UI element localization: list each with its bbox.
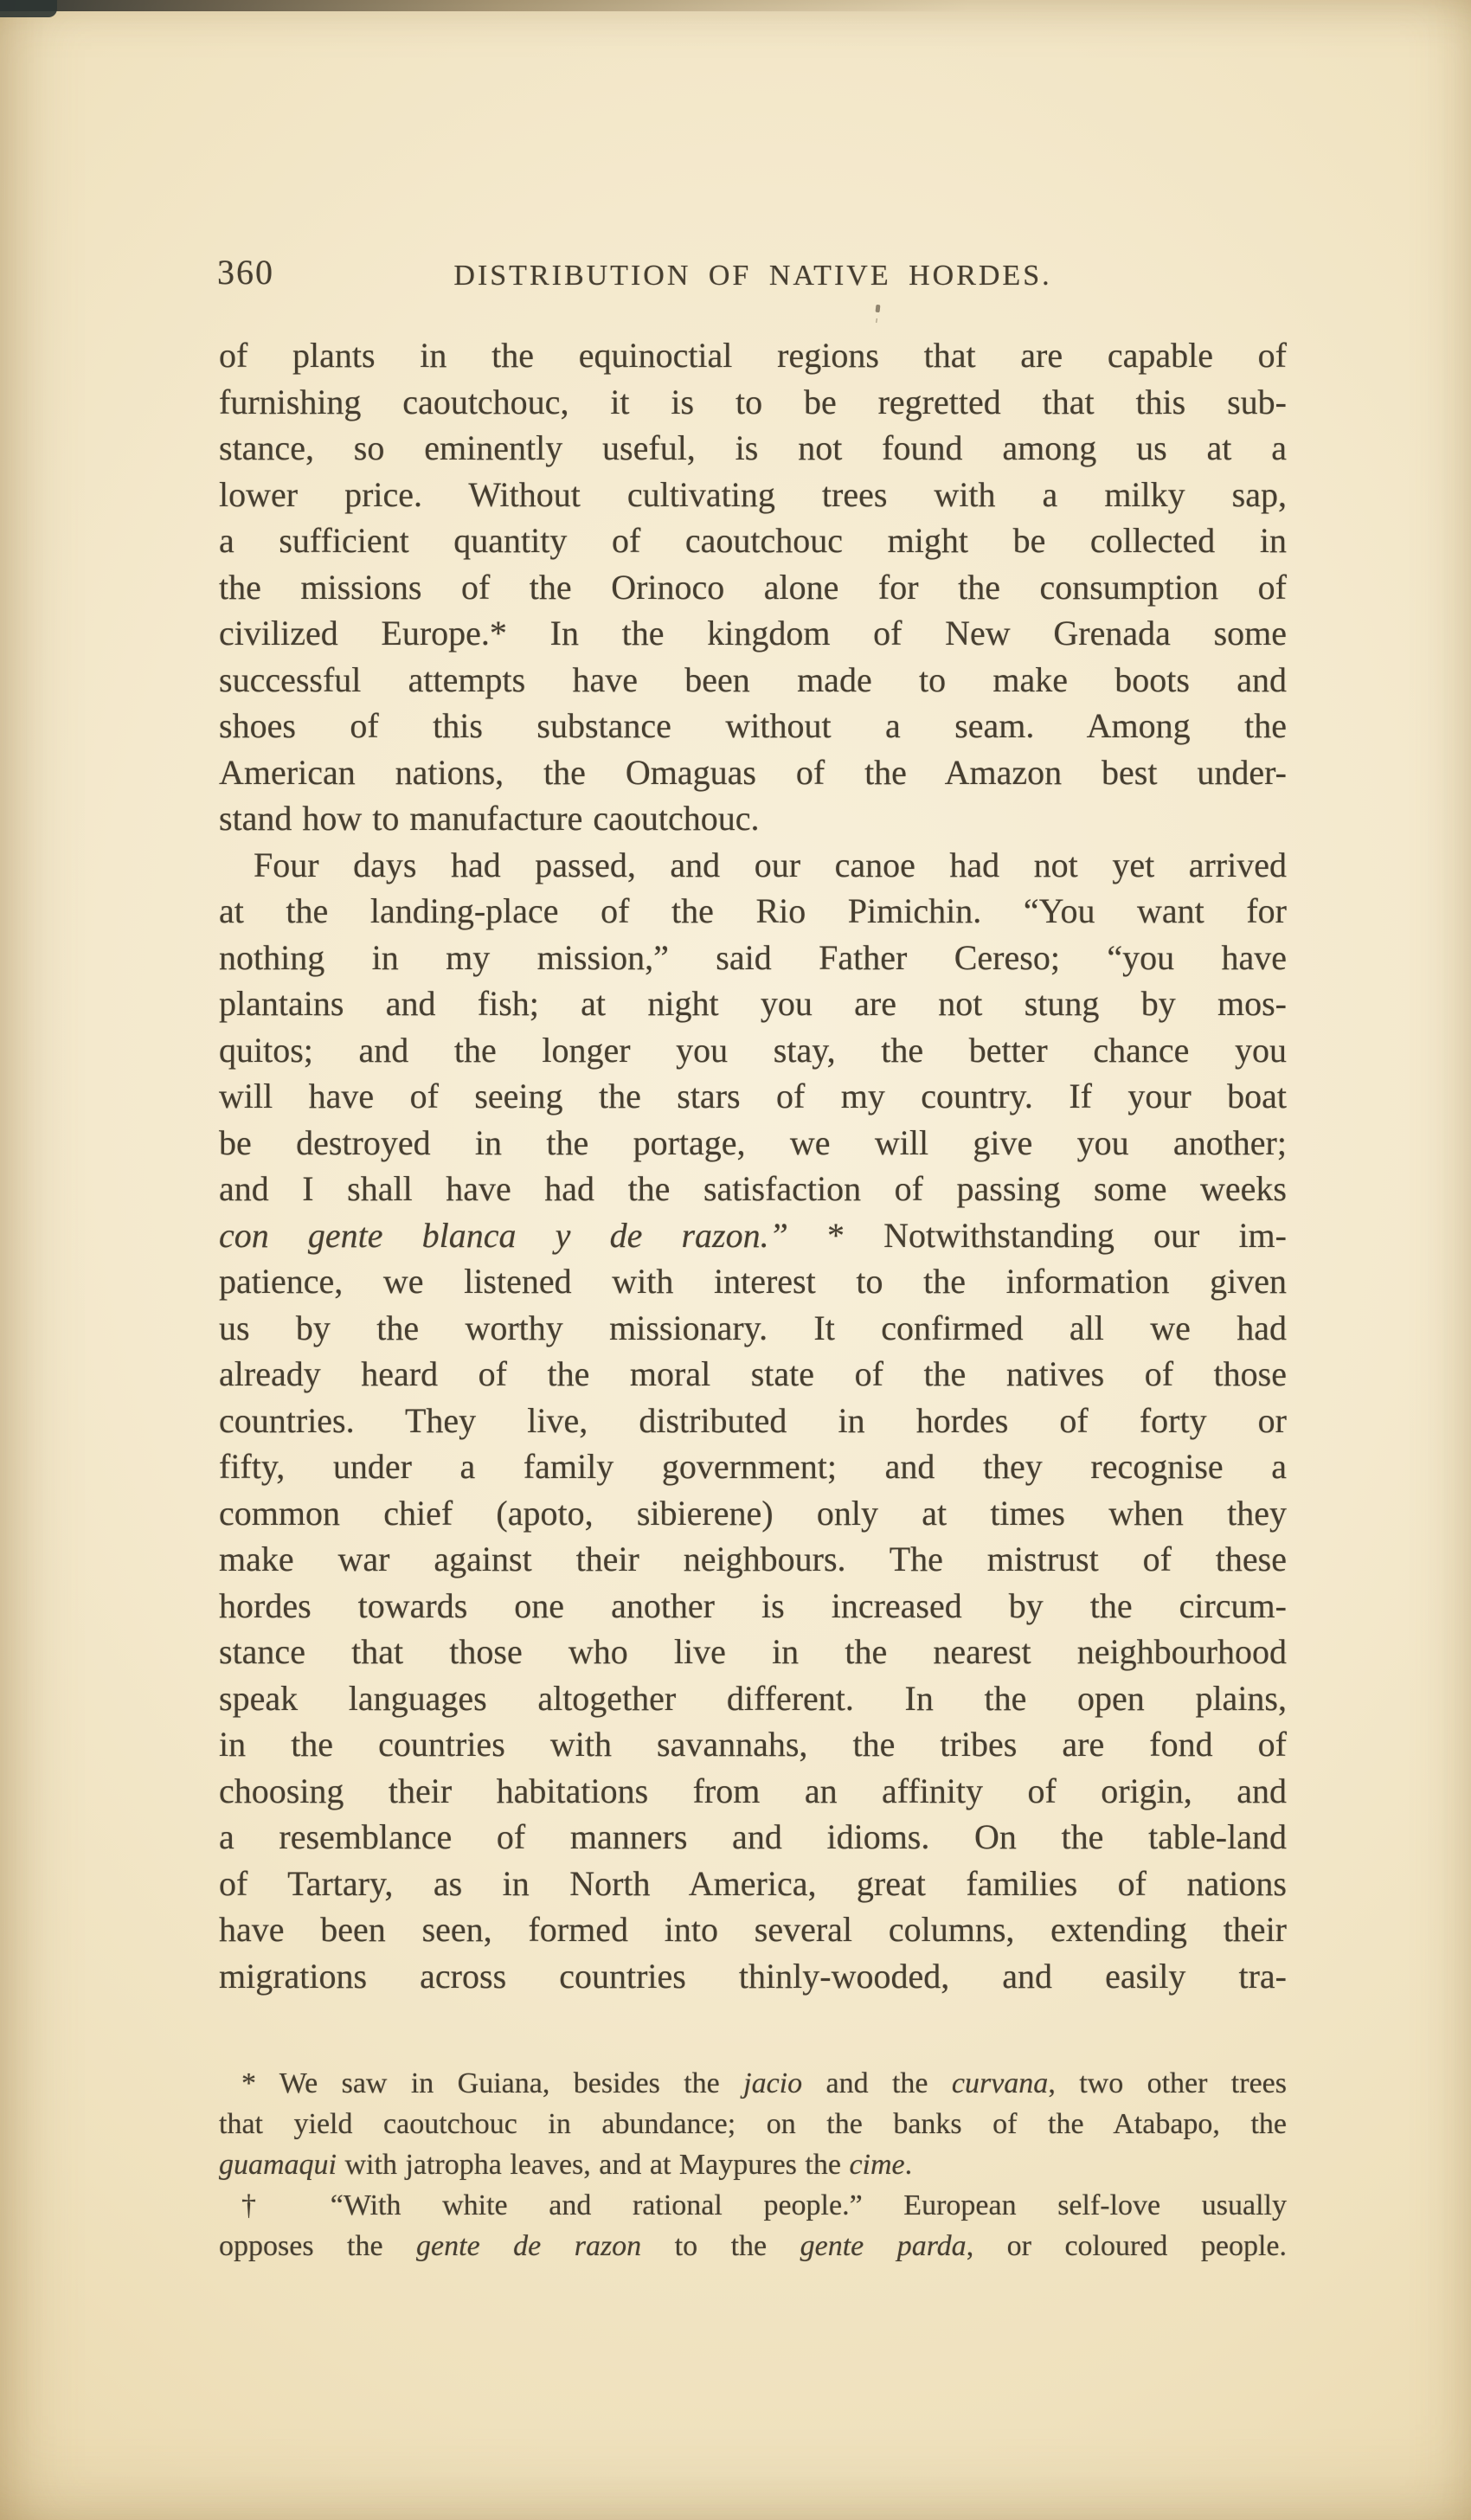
text-line	[219, 1536, 1287, 1583]
italic-text: gente de razon	[416, 2230, 642, 2262]
text-segment: already heard of the moral state of the natives of those	[219, 1354, 1287, 1393]
text-segment: common chief (apoto, sibierene) only at times when they	[219, 1493, 1287, 1533]
text-segment: a resemblance of manners and idioms. On the table-land	[219, 1817, 1287, 1856]
text-segment: * We saw in Guiana, besides the	[241, 2067, 744, 2099]
text-line	[219, 888, 1287, 935]
text-segment: countries. They live, distributed in hordes of forty or	[219, 1400, 1287, 1440]
text-line	[219, 1120, 1287, 1167]
text-line	[219, 1490, 1287, 1537]
body-text	[219, 332, 1287, 1999]
text-line	[219, 2144, 1287, 2185]
text-segment: choosing their habitations from an affinity of origin, and	[219, 1771, 1287, 1810]
text-line	[219, 564, 1287, 611]
text-segment: fifty, under a family government; and they recognise a	[219, 1447, 1287, 1486]
text-line	[219, 1351, 1287, 1398]
ink-speck-artifact	[876, 305, 881, 312]
text-line	[219, 1258, 1287, 1305]
running-head: DISTRIBUTION OF NATIVE HORDES.	[453, 260, 1052, 292]
italic-text: con gente blanca y de razon.”	[219, 1215, 788, 1255]
text-line	[219, 1443, 1287, 1490]
text-segment: successful attempts have been made to make boots and	[219, 659, 1287, 699]
text-line	[219, 1953, 1287, 2000]
text-line	[219, 657, 1287, 704]
footnotes	[219, 2063, 1287, 2266]
text-line	[219, 2104, 1287, 2144]
text-segment: make war against their neighbours. The mistrust of these	[219, 1540, 1287, 1578]
text-segment: with jatropha leaves, and at Maypures the	[337, 2149, 850, 2181]
text-segment: opposes the	[219, 2230, 417, 2262]
text-line	[219, 1398, 1287, 1444]
text-line	[219, 379, 1287, 426]
italic-text: guamaqui	[219, 2149, 337, 2181]
text-segment: have been seen, formed into several columns, extending their	[219, 1910, 1287, 1949]
text-segment: .	[904, 2149, 913, 2181]
text-line	[219, 980, 1287, 1027]
text-segment: speak languages altogether different. In the open plains,	[219, 1678, 1287, 1718]
text-line	[219, 935, 1287, 981]
text-line	[219, 1073, 1287, 1120]
text-line	[219, 1629, 1287, 1675]
text-segment: * Notwithstanding our im-	[787, 1215, 1287, 1255]
text-segment: furnishing caoutchouc, it is to be regretted that this sub-	[219, 382, 1287, 421]
text-segment: a sufficient quantity of caoutchouc might be collected in	[219, 521, 1287, 560]
text-segment: stance, so eminently useful, is not found among us at a	[219, 428, 1287, 467]
text-line	[219, 749, 1287, 796]
text-line	[219, 610, 1287, 657]
text-line	[219, 2226, 1287, 2266]
text-segment: the missions of the Orinoco alone for the consumption of	[219, 567, 1287, 607]
text-line	[219, 1906, 1287, 1953]
text-line	[219, 703, 1287, 749]
italic-text: gente parda	[800, 2230, 967, 2262]
text-segment: patience, we listened with interest to the information given	[219, 1262, 1287, 1301]
text-segment: stance that those who live in the nearest neighbourhood	[219, 1632, 1287, 1671]
text-line	[219, 842, 1287, 889]
text-line	[219, 1166, 1287, 1212]
text-segment: be destroyed in the portage, we will give you another;	[219, 1122, 1287, 1162]
text-segment: nothing in my mission,” said Father Cereso; “you have	[219, 937, 1287, 977]
text-line	[219, 472, 1287, 518]
text-segment: that yield caoutchouc in abundance; on the banks of the Atabapo, the	[219, 2108, 1287, 2140]
text-line	[219, 2185, 1287, 2226]
text-line	[219, 2063, 1287, 2104]
text-segment: American nations, the Omaguas of the Amazon best under-	[219, 752, 1287, 792]
text-segment: † “With white and rational people.” European self-love usually	[241, 2189, 1287, 2221]
text-segment: stand how to manufacture caoutchouc.	[219, 799, 760, 838]
text-segment: of Tartary, as in North America, great families of nations	[219, 1863, 1287, 1903]
text-segment: migrations across countries thinly-wooded, and easily tra-	[219, 1956, 1287, 1996]
text-line	[219, 1861, 1287, 1907]
text-line	[219, 1305, 1287, 1352]
text-line	[219, 1675, 1287, 1722]
text-segment: in the countries with savannahs, the tribes are fond of	[219, 1725, 1287, 1764]
text-segment: Four days had passed, and our canoe had not yet arrived	[254, 845, 1287, 884]
text-line	[219, 1768, 1287, 1815]
text-segment: hordes towards one another is increased by the circum-	[219, 1585, 1287, 1625]
text-segment: and the	[802, 2067, 952, 2099]
text-line	[219, 425, 1287, 472]
text-line	[219, 1027, 1287, 1074]
scan-edge-artifact	[0, 0, 969, 11]
italic-text: curvana	[951, 2067, 1049, 2099]
text-segment: shoes of this substance without a seam. Among the	[219, 706, 1287, 745]
text-segment: lower price. Without cultivating trees with a milky sap,	[219, 474, 1287, 514]
text-line	[219, 795, 1287, 842]
text-segment: civilized Europe.* In the kingdom of New Grenada some	[219, 614, 1287, 652]
text-line	[219, 1583, 1287, 1630]
text-line	[219, 1814, 1287, 1861]
text-segment: will have of seeing the stars of my country. If your boat	[219, 1077, 1287, 1115]
text-segment: , or coloured people.	[966, 2230, 1288, 2262]
scan-corner-artifact	[0, 0, 57, 17]
text-segment: , two other trees	[1048, 2067, 1287, 2099]
text-segment: quitos; and the longer you stay, the better chance you	[219, 1030, 1287, 1070]
text-segment: plantains and fish; at night you are not stung by mos-	[219, 984, 1287, 1023]
text-line	[219, 332, 1287, 379]
text-segment: of plants in the equinoctial regions that are capable of	[219, 336, 1287, 375]
text-line	[219, 518, 1287, 564]
text-line	[219, 1721, 1287, 1768]
text-segment: us by the worthy missionary. It confirmed all we had	[219, 1308, 1287, 1347]
text-segment: to the	[641, 2230, 800, 2262]
text-segment: and I shall have had the satisfaction of passing some weeks	[219, 1169, 1287, 1208]
italic-text: cime	[849, 2149, 905, 2181]
text-line	[219, 1212, 1287, 1259]
text-segment: at the landing-place of the Rio Pimichin. “You want for	[219, 891, 1287, 930]
italic-text: jacio	[743, 2067, 803, 2099]
page-number: 360	[217, 253, 274, 292]
